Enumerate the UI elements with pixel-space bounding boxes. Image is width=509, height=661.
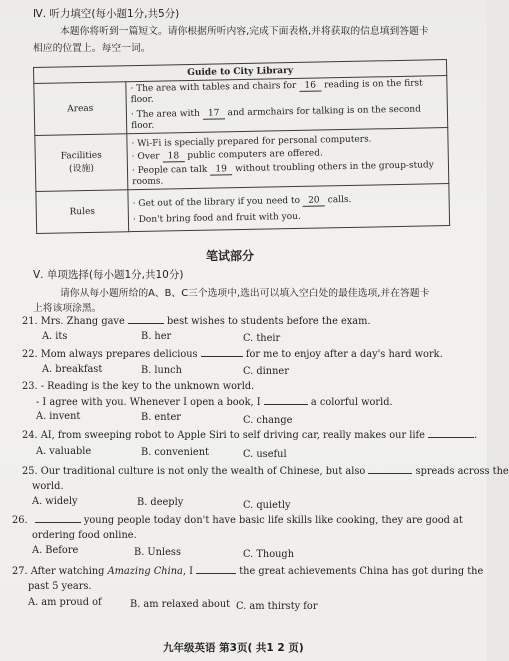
section-v-instruction-line1: 请你从每小题所给的A、B、C三个选项中,选出可以填入空白处的最佳选项,并在答题卡 bbox=[60, 288, 430, 299]
text: · Over bbox=[131, 151, 160, 162]
text: without troubling others in the group-study rooms. bbox=[132, 159, 434, 187]
text: · Wi-Fi is specially prepared for personal computers. bbox=[131, 134, 372, 149]
text: Amazing China bbox=[107, 566, 183, 577]
text: spreads across the bbox=[415, 466, 509, 477]
answer-blank[interactable] bbox=[368, 473, 412, 474]
option-22-a[interactable]: A. breakfast bbox=[42, 364, 103, 375]
option-24-b[interactable]: B. convenient bbox=[141, 447, 209, 458]
answer-blank[interactable] bbox=[264, 404, 308, 405]
text: · People can talk bbox=[131, 164, 208, 176]
option-22-c[interactable]: C. dinner bbox=[243, 366, 289, 377]
question-21 bbox=[22, 316, 371, 327]
option-26-a[interactable]: A. Before bbox=[32, 545, 79, 556]
option-22-b[interactable]: B. lunch bbox=[141, 365, 182, 376]
option-24-a[interactable]: A. valuable bbox=[36, 446, 92, 457]
text: the great achievements China has got during the bbox=[239, 566, 484, 577]
answer-blank-16[interactable]: 16 bbox=[299, 80, 321, 91]
text: 24. AI, from sweeping robot to Apple Siri to self driving car, really makes our life bbox=[22, 430, 425, 441]
option-27-a[interactable]: A. am proud of bbox=[28, 597, 102, 608]
row-content-rules bbox=[128, 184, 450, 232]
question-23: 23. - Reading is the key to the unknown world. bbox=[22, 381, 255, 392]
text: . bbox=[474, 430, 478, 441]
section-iv-instruction-line1: 本题你将听到一篇短文。请你根据所听内容,完成下面表格,并将获取的信息填到答题卡 bbox=[60, 26, 429, 37]
answer-blank-19[interactable]: 19 bbox=[210, 164, 232, 175]
text: (设施) bbox=[68, 163, 95, 175]
text: 25. Our traditional culture is not only the wealth of Chinese, but also bbox=[22, 466, 366, 477]
text: 26. bbox=[12, 515, 28, 526]
text: best wishes to students before the exam. bbox=[167, 316, 371, 327]
text: · Don't bring food and fruit with you. bbox=[132, 211, 301, 225]
written-part-heading: 笔试部分 bbox=[206, 249, 255, 263]
row-label-areas: Areas bbox=[34, 82, 127, 136]
answer-blank[interactable] bbox=[35, 522, 81, 523]
answer-blank-20[interactable]: 20 bbox=[303, 195, 325, 206]
text: for me to enjoy after a day's hard work. bbox=[245, 349, 443, 360]
option-27-c[interactable]: C. am thirsty for bbox=[236, 601, 318, 612]
text: · The area with tables and chairs for bbox=[130, 80, 297, 95]
section-iv-instruction-line2: 相应的位置上。每空一词。 bbox=[33, 43, 151, 54]
answer-blank[interactable] bbox=[428, 437, 474, 438]
option-21-c[interactable]: C. their bbox=[243, 333, 281, 344]
text: 27. After watching bbox=[12, 566, 105, 577]
option-21-a[interactable]: A. its bbox=[42, 331, 68, 342]
text: , I bbox=[182, 566, 193, 577]
option-27-b[interactable]: B. am relaxed about bbox=[130, 599, 231, 610]
text: 22. Mom always prepares delicious bbox=[22, 349, 198, 360]
row-content-facilities bbox=[127, 128, 449, 190]
option-26-b[interactable]: B. Unless bbox=[134, 547, 181, 558]
text: - I agree with you. Whenever I open a book, I bbox=[36, 397, 261, 408]
option-24-c[interactable]: C. useful bbox=[243, 449, 287, 460]
section-iv-heading: Ⅳ. 听力填空(每小题1分,共5分) bbox=[33, 8, 180, 20]
option-23-b[interactable]: B. enter bbox=[141, 412, 181, 423]
answer-blank-17[interactable]: 17 bbox=[203, 108, 225, 119]
text: 21. Mrs. Zhang gave bbox=[22, 316, 125, 327]
option-23-c[interactable]: C. change bbox=[243, 415, 293, 426]
section-v-heading: Ⅴ. 单项选择(每小题1分,共10分) bbox=[33, 269, 184, 281]
question-23-line2 bbox=[36, 397, 393, 408]
question-24 bbox=[22, 430, 477, 441]
question-27 bbox=[12, 566, 483, 577]
text: public computers are offered. bbox=[187, 147, 323, 161]
option-25-a[interactable]: A. widely bbox=[32, 496, 78, 507]
city-library-guide-table bbox=[33, 59, 450, 234]
option-21-b[interactable]: B. her bbox=[141, 331, 172, 342]
text: and armchairs for talking is on the second floor. bbox=[131, 104, 422, 132]
row-content-areas bbox=[126, 76, 448, 134]
question-27-line2: past 5 years. bbox=[28, 581, 92, 592]
answer-blank-18[interactable]: 18 bbox=[162, 151, 184, 162]
section-v-instruction-line2: 上将该项涂黑。 bbox=[33, 303, 102, 314]
table-title: Guide to City Library bbox=[34, 60, 447, 84]
answer-blank[interactable] bbox=[201, 356, 243, 357]
text: a colorful world. bbox=[310, 397, 393, 408]
row-label-facilities bbox=[35, 134, 128, 192]
text: Facilities bbox=[60, 150, 102, 162]
row-label-rules: Rules bbox=[36, 190, 129, 234]
question-22 bbox=[22, 349, 443, 360]
text: · The area with bbox=[130, 108, 200, 121]
answer-blank[interactable] bbox=[196, 573, 236, 574]
question-25 bbox=[22, 466, 509, 477]
text: young people today don't have basic life skills like cooking, they are good at bbox=[83, 515, 463, 526]
question-26-line2: ordering food online. bbox=[32, 530, 137, 541]
page-footer: 九年级英语 第3页( 共1 2 页) bbox=[163, 642, 304, 654]
option-25-c[interactable]: C. quietly bbox=[243, 500, 291, 511]
text: reading is on the first floor. bbox=[130, 78, 423, 106]
text: · Get out of the library if you need to bbox=[132, 195, 301, 209]
option-25-b[interactable]: B. deeply bbox=[137, 497, 184, 508]
option-26-c[interactable]: C. Though bbox=[243, 549, 295, 560]
question-25-line2: world. bbox=[32, 481, 64, 492]
option-23-a[interactable]: A. invent bbox=[36, 411, 81, 422]
question-26 bbox=[12, 515, 463, 526]
text: calls. bbox=[327, 194, 352, 205]
answer-blank[interactable] bbox=[128, 323, 164, 324]
